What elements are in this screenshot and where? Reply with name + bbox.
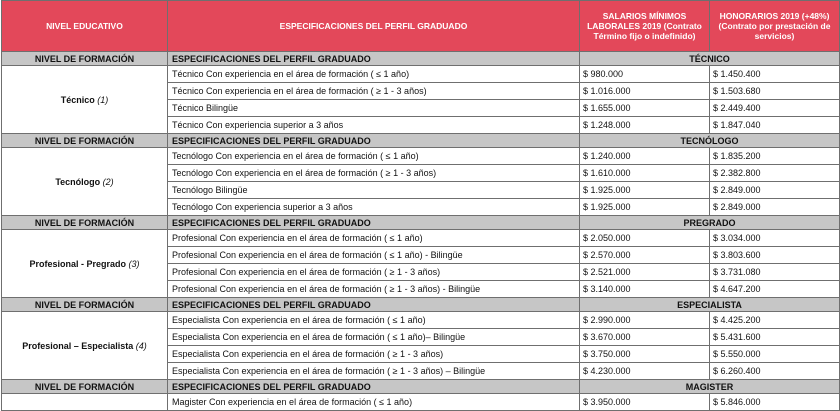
nivel-footnote: (3) (128, 258, 140, 269)
nivel-cell (2, 66, 168, 134)
spec-cell: Técnico Con experiencia superior a 3 años (168, 117, 580, 134)
section-spec-label: ESPECIFICACIONES DEL PERFIL GRADUADO (168, 216, 580, 230)
table-row (2, 312, 840, 329)
section-nivel-label: NIVEL DE FORMACIÓN (2, 52, 168, 66)
header-honorarios: HONORARIOS 2019 (+48%) (Contrato por prestación de servicios) (710, 1, 840, 52)
section-spec-label: ESPECIFICACIONES DEL PERFIL GRADUADO (168, 380, 580, 394)
spec-cell: Especialista Con experiencia en el área de formación ( ≥ 1 - 3 años) – Bilingüe (168, 363, 580, 380)
salario-cell: $ 1.925.000 (580, 199, 710, 216)
header-especificaciones: ESPECIFICACIONES DEL PERFIL GRADUADO (168, 1, 580, 52)
spec-cell: Profesional Con experiencia en el área de formación ( ≤ 1 año) - Bilingüe (168, 247, 580, 264)
spec-cell: Técnico Bilingüe (168, 100, 580, 117)
section-header-row (2, 380, 840, 394)
salario-cell: $ 3.750.000 (580, 346, 710, 363)
salario-cell: $ 1.016.000 (580, 83, 710, 100)
salario-cell: $ 2.990.000 (580, 312, 710, 329)
section-level-label: ESPECIALISTA (580, 298, 840, 312)
table-row (2, 66, 840, 83)
salario-cell: $ 1.655.000 (580, 100, 710, 117)
honorarios-cell: $ 5.550.000 (710, 346, 840, 363)
nivel-cell (2, 312, 168, 380)
honorarios-cell: $ 3.034.000 (710, 230, 840, 247)
honorarios-cell: $ 4.647.200 (710, 281, 840, 298)
spec-cell: Tecnólogo Con experiencia en el área de formación ( ≥ 1 - 3 años) (168, 165, 580, 182)
section-spec-label: ESPECIFICACIONES DEL PERFIL GRADUADO (168, 52, 580, 66)
salary-table (1, 0, 840, 411)
nivel-name: Tecnólogo (55, 176, 101, 187)
salario-cell: $ 3.670.000 (580, 329, 710, 346)
table-header-row (2, 1, 840, 52)
salario-cell: $ 2.570.000 (580, 247, 710, 264)
nivel-footnote: (4) (135, 340, 147, 351)
section-nivel-label: NIVEL DE FORMACIÓN (2, 134, 168, 148)
salario-cell: $ 3.950.000 (580, 394, 710, 411)
spec-cell: Magister Con experiencia en el área de formación ( ≤ 1 año) (168, 394, 580, 411)
spec-cell: Profesional Con experiencia en el área de formación ( ≤ 1 año) (168, 230, 580, 247)
salario-cell: $ 4.230.000 (580, 363, 710, 380)
section-spec-label: ESPECIFICACIONES DEL PERFIL GRADUADO (168, 298, 580, 312)
spec-cell: Técnico Con experiencia en el área de formación ( ≥ 1 - 3 años) (168, 83, 580, 100)
section-nivel-label: NIVEL DE FORMACIÓN (2, 380, 168, 394)
section-header-row (2, 52, 840, 66)
honorarios-cell: $ 5.846.000 (710, 394, 840, 411)
salario-cell: $ 3.140.000 (580, 281, 710, 298)
salario-cell: $ 1.248.000 (580, 117, 710, 134)
salario-cell: $ 1.925.000 (580, 182, 710, 199)
table-row (2, 230, 840, 247)
header-salarios: SALARIOS MÍNIMOS LABORALES 2019 (Contrato Término fijo o indefinido) (580, 1, 710, 52)
nivel-cell (2, 394, 168, 411)
section-header-row (2, 216, 840, 230)
table-row (2, 148, 840, 165)
nivel-name: Profesional – Especialista (22, 340, 134, 351)
section-level-label: PREGRADO (580, 216, 840, 230)
section-level-label: TÉCNICO (580, 52, 840, 66)
spec-cell: Profesional Con experiencia en el área de formación ( ≥ 1 - 3 años) (168, 264, 580, 281)
honorarios-cell: $ 1.450.400 (710, 66, 840, 83)
spec-cell: Especialista Con experiencia en el área de formación ( ≤ 1 año) (168, 312, 580, 329)
honorarios-cell: $ 2.849.000 (710, 199, 840, 216)
honorarios-cell: $ 4.425.200 (710, 312, 840, 329)
section-header-row (2, 134, 840, 148)
nivel-footnote: (1) (97, 94, 109, 105)
salario-cell: $ 2.050.000 (580, 230, 710, 247)
nivel-name: Técnico (60, 94, 95, 105)
honorarios-cell: $ 1.503.680 (710, 83, 840, 100)
spec-cell: Tecnólogo Con experiencia superior a 3 años (168, 199, 580, 216)
honorarios-cell: $ 5.431.600 (710, 329, 840, 346)
section-spec-label: ESPECIFICACIONES DEL PERFIL GRADUADO (168, 134, 580, 148)
salario-cell: $ 980.000 (580, 66, 710, 83)
section-level-label: TECNÓLOGO (580, 134, 840, 148)
honorarios-cell: $ 6.260.400 (710, 363, 840, 380)
spec-cell: Tecnólogo Con experiencia en el área de formación ( ≤ 1 año) (168, 148, 580, 165)
spec-cell: Tecnólogo Bilingüe (168, 182, 580, 199)
spec-cell: Especialista Con experiencia en el área de formación ( ≥ 1 - 3 años) (168, 346, 580, 363)
spec-cell: Profesional Con experiencia en el área de formación ( ≥ 1 - 3 años) - Bilingüe (168, 281, 580, 298)
section-nivel-label: NIVEL DE FORMACIÓN (2, 216, 168, 230)
salario-cell: $ 1.240.000 (580, 148, 710, 165)
nivel-cell (2, 230, 168, 298)
header-nivel-educativo: NIVEL EDUCATIVO (2, 1, 168, 52)
table-row (2, 394, 840, 411)
honorarios-cell: $ 2.382.800 (710, 165, 840, 182)
nivel-name: Profesional - Pregrado (29, 258, 126, 269)
salario-cell: $ 2.521.000 (580, 264, 710, 281)
section-header-row (2, 298, 840, 312)
table-body (2, 52, 840, 411)
honorarios-cell: $ 1.847.040 (710, 117, 840, 134)
salario-cell: $ 1.610.000 (580, 165, 710, 182)
honorarios-cell: $ 2.449.400 (710, 100, 840, 117)
nivel-cell (2, 148, 168, 216)
section-level-label: MAGISTER (580, 380, 840, 394)
nivel-footnote: (2) (102, 176, 114, 187)
honorarios-cell: $ 3.803.600 (710, 247, 840, 264)
spec-cell: Técnico Con experiencia en el área de formación ( ≤ 1 año) (168, 66, 580, 83)
honorarios-cell: $ 3.731.080 (710, 264, 840, 281)
honorarios-cell: $ 2.849.000 (710, 182, 840, 199)
spec-cell: Especialista Con experiencia en el área de formación ( ≤ 1 año)– Bilingüe (168, 329, 580, 346)
section-nivel-label: NIVEL DE FORMACIÓN (2, 298, 168, 312)
honorarios-cell: $ 1.835.200 (710, 148, 840, 165)
